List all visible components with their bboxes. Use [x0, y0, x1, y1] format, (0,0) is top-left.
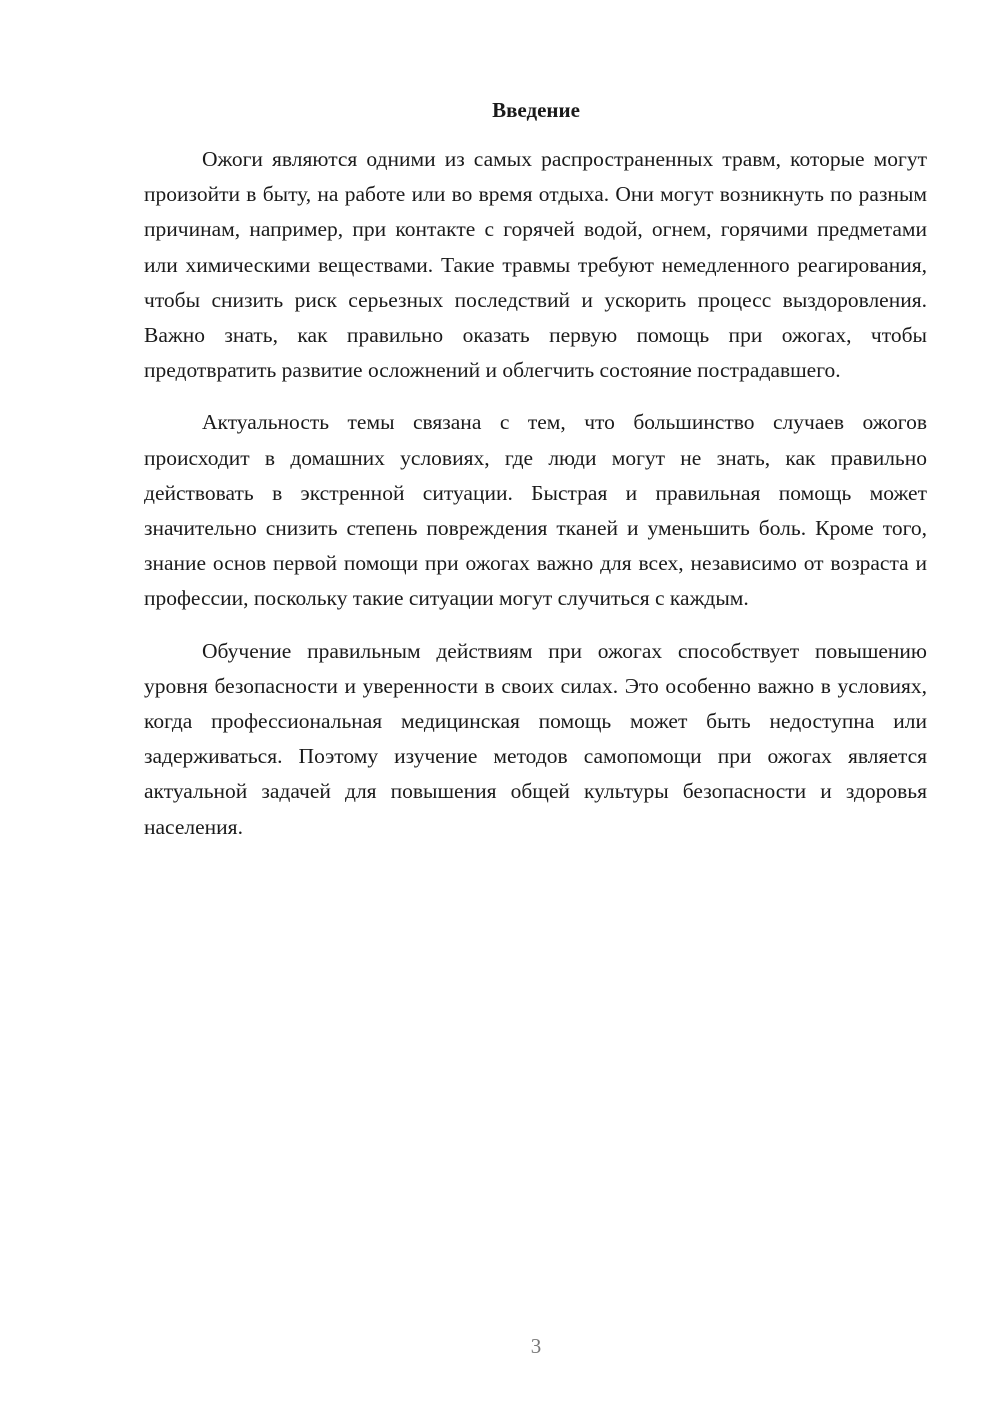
- page-title: Введение: [492, 98, 580, 122]
- paragraph-intro: Ожоги являются одними из самых распространенных травм, которые могут произойти в быту, на работе или во время отдыха. Они могут возникнуть по разным причинам, например, при контакте с горячей водой, огнем, горячими предметами или химическими веществами. Такие травмы требуют немедленного реагирования, чтобы снизить риск серьезных последствий и ускорить процесс выздоровления. Важно знать, как правильно оказать первую помощь при ожогах, чтобы предотвратить развитие осложнений и облегчить состояние пострадавшего.: [144, 147, 927, 383]
- paragraph-relevance: Актуальность темы связана с тем, что большинство случаев ожогов происходит в домашних условиях, где люди могут не знать, как правильно действовать в экстренной ситуации. Быстрая и правильная помощь может значительно снизить степень повреждения тканей и уменьшить боль. Кроме того, знание основ первой помощи при ожогах важно для всех, независимо от возраста и профессии, поскольку такие ситуации могут случиться с каждым.: [144, 410, 927, 611]
- paragraph-training: Обучение правильным действиям при ожогах способствует повышению уровня безопасности и уверенности в своих силах. Это особенно важно в условиях, когда профессиональная медицинская помощь может быть недоступна или задерживаться. Поэтому изучение методов самопомощи при ожогах является актуальной задачей для повышения общей культуры безопасности и здоровья населения.: [144, 638, 927, 839]
- body-text: [144, 142, 927, 862]
- page-number: 3: [530, 1334, 542, 1358]
